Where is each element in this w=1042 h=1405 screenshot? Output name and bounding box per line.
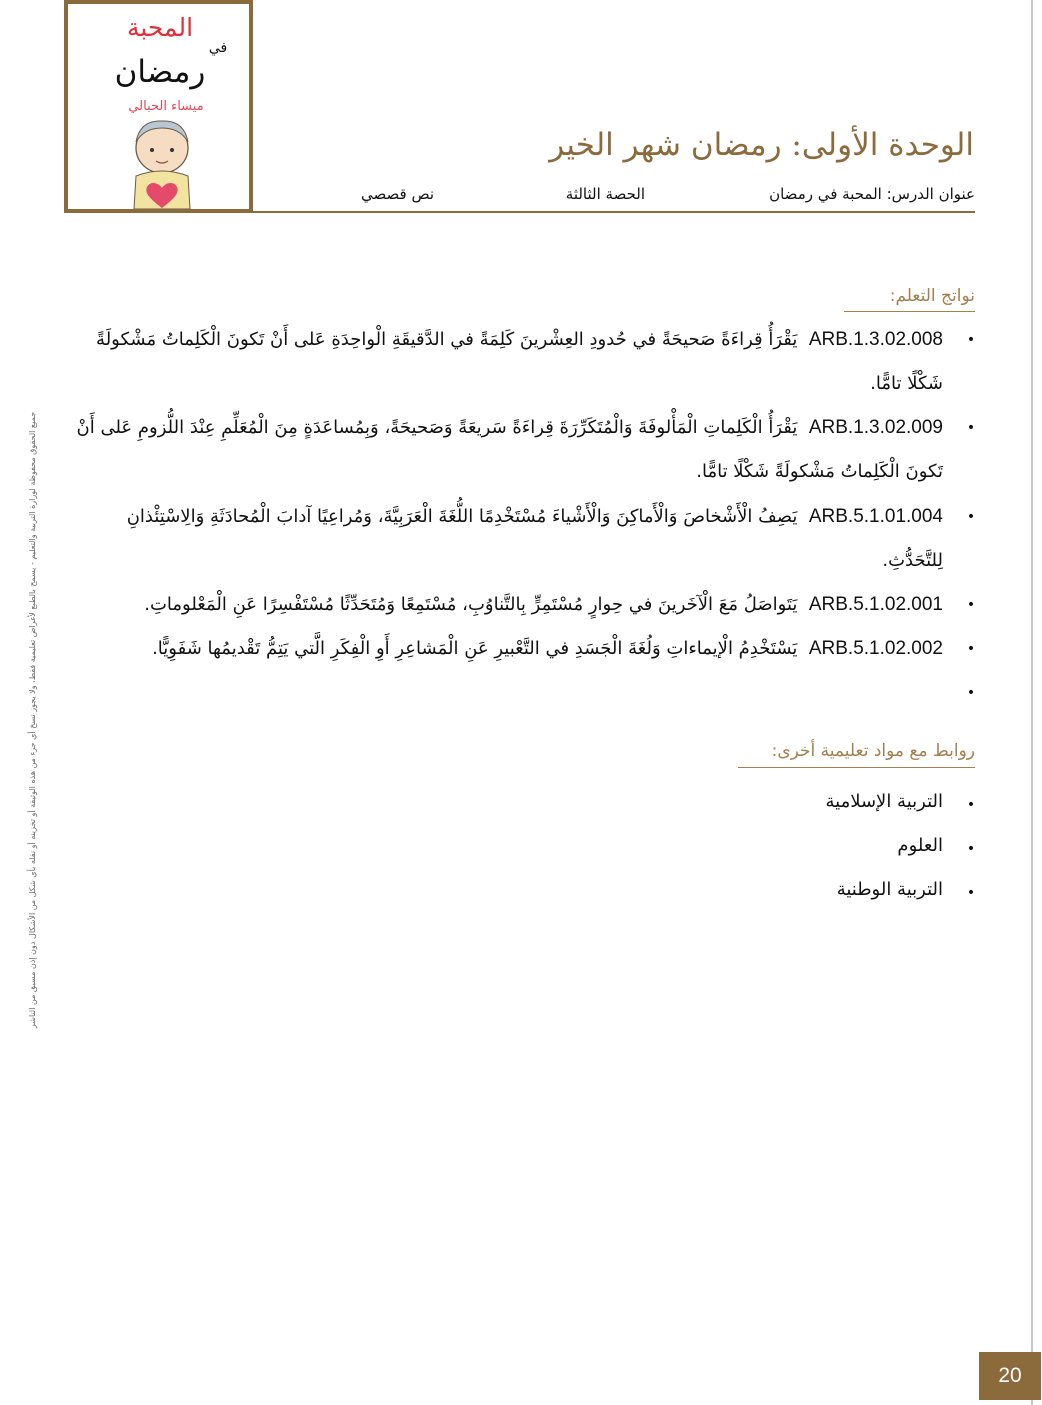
outcome-item-3 xyxy=(65,495,943,583)
outcome-bullet-3: • xyxy=(966,509,976,525)
outcome-text: يَقْرَأُ الْكَلِماتِ الْمَأْلوفَةَ وَالْمُتَكَرِّرَةَ قِراءَةً سَريعَةً وَصَحيحَةً، وَبِمُساعَدَةٍ مِنَ الْمُعَلِّمِ عِنْدَ اللُّزومِ عَلى أَنْ تَكونَ الْكَلِماتُ مَشْكولَةً شَكْلًا تامًّا. xyxy=(76,417,943,482)
outcome-bullet-1: • xyxy=(966,332,976,348)
outcome-bullet-empty: • xyxy=(966,685,976,701)
outcome-bullet-5: • xyxy=(966,641,976,657)
cover-title-red: المحبة xyxy=(126,13,194,42)
link-bullet-1: • xyxy=(966,797,976,813)
learning-outcomes-heading-rule xyxy=(844,311,975,312)
outcome-code: ARB.5.1.02.002 xyxy=(808,638,943,659)
header-divider xyxy=(64,211,975,213)
lesson-period: الحصة الثالثة xyxy=(565,185,645,203)
page-number: 20 xyxy=(979,1352,1041,1400)
lesson-title: عنوان الدرس: المحبة في رمضان xyxy=(769,185,975,203)
links-heading: روابط مع مواد تعليمية أخرى: xyxy=(771,741,975,761)
links-heading-rule xyxy=(738,767,975,768)
link-item-1: التربية الإسلامية xyxy=(825,791,943,812)
outcome-code: ARB.1.3.02.009 xyxy=(808,417,943,438)
learning-outcomes-heading: نواتج التعلم: xyxy=(889,286,975,306)
cover-author: ميساء الحبالي xyxy=(128,99,204,114)
outcome-item-2 xyxy=(65,406,943,494)
link-item-2: العلوم xyxy=(897,835,943,856)
outcome-bullet-2: • xyxy=(966,420,976,436)
text-type: نص قصصي xyxy=(360,185,434,203)
outcome-text: يَقْرَأُ قِراءَةً صَحيحَةً في حُدودِ العِشْرينَ كَلِمَةً في الدَّقيقَةِ الْواحِدَةِ عَلى أَنْ تَكونَ الْكَلِماتُ مَشْكولَةً شَكْلًا تامًّا. xyxy=(96,329,943,394)
outcome-text: يَتَواصَلُ مَعَ الْآخَرينَ في حِوارٍ مُسْتَمِرٍّ بِالتَّناوُبِ، مُسْتَمِعًا وَمُتَحَدِّثًا مُسْتَفْسِرًا عَنِ الْمَعْلوماتِ. xyxy=(144,594,798,615)
cover-title-black: رمضان xyxy=(114,54,206,90)
copyright-side-note xyxy=(8,330,58,1110)
link-item-3: التربية الوطنية xyxy=(836,879,943,900)
outcome-code: ARB.5.1.01.004 xyxy=(808,506,943,527)
link-bullet-3: • xyxy=(966,885,976,901)
outcome-code: ARB.5.1.02.001 xyxy=(808,594,943,615)
outcome-item-1 xyxy=(65,318,943,406)
outcome-bullet-4: • xyxy=(966,597,976,613)
link-bullet-2: • xyxy=(966,841,976,857)
outcome-text: يَسْتَخْدِمُ الْإيماءاتِ وَلُغَةَ الْجَسَدِ في التَّعْبيرِ عَنِ الْمَشاعِرِ أَوِ الْفِكَرِ الَّتي يَتِمُّ تَقْديمُها شَفَوِيًّا. xyxy=(152,638,798,659)
book-cover-illustration xyxy=(68,4,249,209)
lesson-meta-row xyxy=(64,182,975,209)
outcome-item-4 xyxy=(65,583,943,627)
copyright-text: جميع الحقوق محفوظة لوزارة التربية والتعليم - يسمح بالطبع لأغراض تعليمية فقط، ولا يجوز نسخ أي جزء من هذه الوثيقة أو تخزينه أو نقله بأي شكل من الأشكال دون إذن مسبق من الناشر xyxy=(28,411,37,1029)
outcome-text: يَصِفُ الْأَشْخاصَ وَالْأَماكِنَ وَالْأَشْياءَ مُسْتَخْدِمًا اللُّغَةَ الْعَرَبِيَّةَ، وَمُراعِيًا آدابَ الْمُحادَثَةِ وَالِاسْتِئْذانِ لِلتَّحَدُّثِ. xyxy=(126,506,943,571)
outcome-item-5 xyxy=(65,627,943,671)
cover-title-small: في xyxy=(208,40,228,56)
unit-title: الوحدة الأولى: رمضان شهر الخير xyxy=(549,127,974,163)
page-edge-rule xyxy=(1031,0,1033,1405)
outcome-code: ARB.1.3.02.008 xyxy=(808,329,943,350)
